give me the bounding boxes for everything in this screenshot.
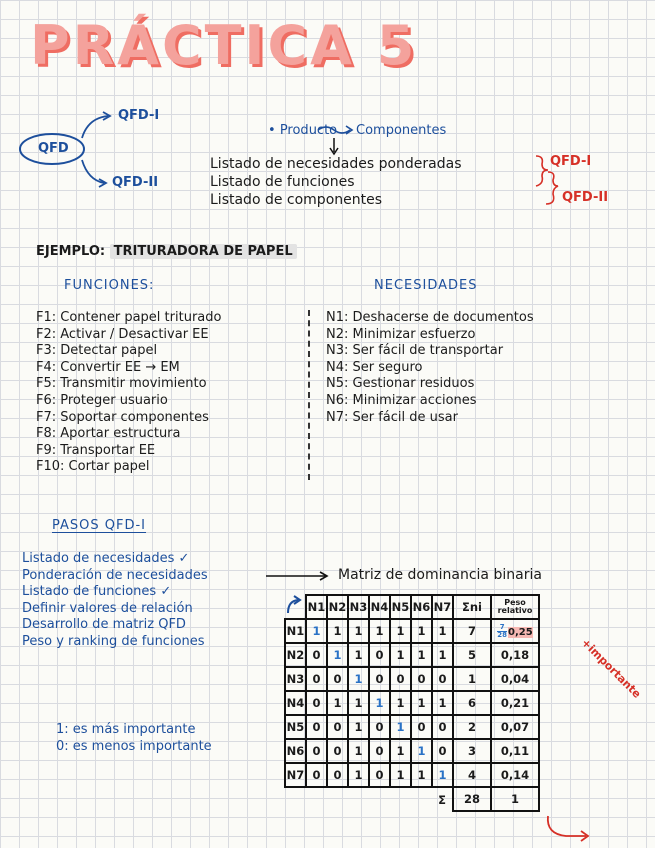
funcion-item: F2: Activar / Desactivar EE [36,326,209,342]
necesidad-item: N2: Minimizar esfuerzo [326,326,476,342]
matrix-row [285,667,539,691]
matrix-peso-cell: 0,14 [491,763,539,787]
matrix-row-header: N2 [285,643,306,667]
matrix-row [285,691,539,715]
matrix-row [285,643,539,667]
matrix-cell: 1 [327,691,348,715]
matrix-cell: 0 [306,715,327,739]
paso-item: Desarrollo de matriz QFD [22,617,186,633]
ejemplo-value: TRITURADORA DE PAPEL [110,244,297,259]
qfd-center-label: QFD [38,141,69,156]
matrix-cell: 1 [306,619,327,643]
bracket-qfd-2: QFD-II [562,190,609,205]
matrix-sum-cell: 2 [453,715,491,739]
matrix-peso-cell: $\frac{7}{28}$ 0,25 [491,619,539,643]
total-peso: 1 [491,787,539,811]
matrix-cell: 0 [306,691,327,715]
legend-zero: 0: es menos importante [56,739,212,754]
matrix-sum-cell: 4 [453,763,491,787]
producto-label: • Producto [268,123,338,138]
dominance-matrix [284,594,540,812]
matrix-header-row [285,595,539,619]
matrix-cell: 0 [432,715,453,739]
matrix-cell: 1 [411,643,432,667]
matrix-col-header: N5 [390,595,411,619]
matrix-cell: 1 [327,619,348,643]
paso-item: Definir valores de relación [22,600,193,616]
matrix-cell: 0 [432,739,453,763]
matrix-cell: 1 [390,619,411,643]
matrix-cell: 1 [411,691,432,715]
pasos-heading: PASOS QFD-I [52,518,147,533]
funcion-item: F7: Soportar componentes [36,409,209,425]
page-title: PRÁCTICA 5 [30,14,418,77]
matrix-peso-cell: 0,11 [491,739,539,763]
matrix-cell: 1 [390,643,411,667]
matrix-col-header: N1 [306,595,327,619]
matrix-peso-cell: 0,04 [491,667,539,691]
matrix-cell: 1 [411,763,432,787]
matrix-col-header: N3 [348,595,369,619]
paso-item: Ponderación de necesidades [22,567,208,583]
matrix-cell: 1 [432,619,453,643]
necesidad-item: N4: Ser seguro [326,359,423,375]
importante-annotation: +importante [578,636,644,701]
qfd-list-item: Listado de necesidades ponderadas [210,156,462,172]
matrix-sum-cell: 6 [453,691,491,715]
matrix-col-header: N6 [411,595,432,619]
matrix-row [285,739,539,763]
matrix-cell: 1 [411,739,432,763]
componentes-label: Componentes [356,123,447,138]
total-sum: 28 [453,787,491,811]
matrix-cell: 0 [369,643,390,667]
matrix-cell: 1 [348,643,369,667]
matrix-cell: 1 [327,643,348,667]
matrix-peso-cell: 0,18 [491,643,539,667]
matrix-cell: 1 [432,763,453,787]
matrix-cell: 1 [348,739,369,763]
funcion-item: F6: Proteger usuario [36,392,168,408]
funcion-item: F3: Detectar papel [36,343,158,359]
legend-one: 1: es más importante [56,722,196,737]
matrix-sum-cell: 1 [453,667,491,691]
matrix-peso-cell: 0,21 [491,691,539,715]
matrix-cell: 0 [411,715,432,739]
matrix-cell: 1 [390,715,411,739]
matrix-cell: 1 [348,715,369,739]
column-divider [308,310,310,480]
matrix-cell: 0 [306,667,327,691]
matrix-row [285,715,539,739]
matrix-cell: 1 [390,739,411,763]
matrix-total-row [285,787,539,811]
matrix-cell: 0 [369,715,390,739]
matrix-row-header: N7 [285,763,306,787]
necesidad-item: N5: Gestionar residuos [326,376,475,392]
funcion-item: F8: Aportar estructura [36,426,181,442]
necesidades-heading: NECESIDADES [374,278,478,293]
matrix-row [285,763,539,787]
matrix-cell: 0 [369,763,390,787]
qfd-branch-2: QFD-II [112,175,159,190]
matrix-cell: 1 [390,691,411,715]
matrix-sum-cell: 3 [453,739,491,763]
paso-item: Listado de necesidades ✓ [22,551,190,566]
matrix-cell: 1 [348,763,369,787]
matrix-cell: 0 [327,667,348,691]
matrix-sum-header: Σni [453,595,491,619]
matrix-peso-header: Peso relativo [491,595,539,619]
matrix-cell: 1 [348,667,369,691]
funcion-item: F5: Transmitir movimiento [36,376,207,392]
matrix-col-header: N7 [432,595,453,619]
matrix-col-header: N4 [369,595,390,619]
total-arrow [540,812,600,842]
funciones-heading: FUNCIONES: [64,278,155,293]
ejemplo-line [36,244,297,261]
matrix-row-header: N3 [285,667,306,691]
qfd-branch-1: QFD-I [118,108,160,123]
paso-item: Listado de funciones ✓ [22,584,172,600]
matrix-cell: 1 [411,619,432,643]
matrix-row [285,619,539,643]
matrix-cell: 0 [327,763,348,787]
paso-item: Peso y ranking de funciones [22,633,205,649]
arrow-to-matrix [264,570,334,582]
matrix-cell: 0 [306,739,327,763]
matrix-row-header: N1 [285,619,306,643]
funcion-item: F4: Convertir EE → EM [36,359,180,375]
necesidad-item: N6: Minimizar acciones [326,392,477,408]
matrix-cell: 0 [306,763,327,787]
necesidad-item: N1: Deshacerse de documentos [326,310,534,325]
matrix-row-header: N5 [285,715,306,739]
matrix-sum-cell: 7 [453,619,491,643]
matrix-cell: 0 [432,667,453,691]
necesidad-item: N3: Ser fácil de transportar [326,343,504,359]
matrix-col-header: N2 [327,595,348,619]
matriz-label: Matriz de dominancia binaria [338,567,542,583]
necesidades-list [326,310,534,426]
matrix-cell: 0 [369,739,390,763]
ejemplo-label: EJEMPLO: [36,244,106,259]
matrix-cell: 0 [327,739,348,763]
matrix-cell: 1 [369,691,390,715]
pasos-list [22,551,208,651]
matrix-cell: 0 [327,715,348,739]
qfd-list-item: Listado de componentes [210,192,383,208]
necesidad-item: N7: Ser fácil de usar [326,409,458,425]
matrix-cell: 1 [348,691,369,715]
matrix-cell: 0 [390,667,411,691]
matrix-cell: 1 [369,619,390,643]
matrix-cell: 0 [411,667,432,691]
funcion-item: F1: Contener papel triturado [36,310,222,325]
funcion-item: F9: Transportar EE [36,442,156,458]
matrix-cell: 0 [306,643,327,667]
bracket-qfd-1: QFD-I [550,154,592,169]
funciones-list [36,310,221,476]
funcion-item: F10: Cortar papel [36,459,150,475]
matrix-row-header: N4 [285,691,306,715]
total-symbol: Σ [438,792,446,807]
matrix-cell: 0 [369,667,390,691]
matrix-row-header: N6 [285,739,306,763]
matrix-cell: 1 [432,643,453,667]
matrix-peso-cell: 0,07 [491,715,539,739]
matrix-cell: 1 [390,763,411,787]
matrix-cell: 1 [432,691,453,715]
matrix-sum-cell: 5 [453,643,491,667]
peso-fraction: $\frac{7}{28}$ [497,622,508,639]
matrix-cell: 1 [348,619,369,643]
qfd-list-item: Listado de funciones [210,174,355,190]
